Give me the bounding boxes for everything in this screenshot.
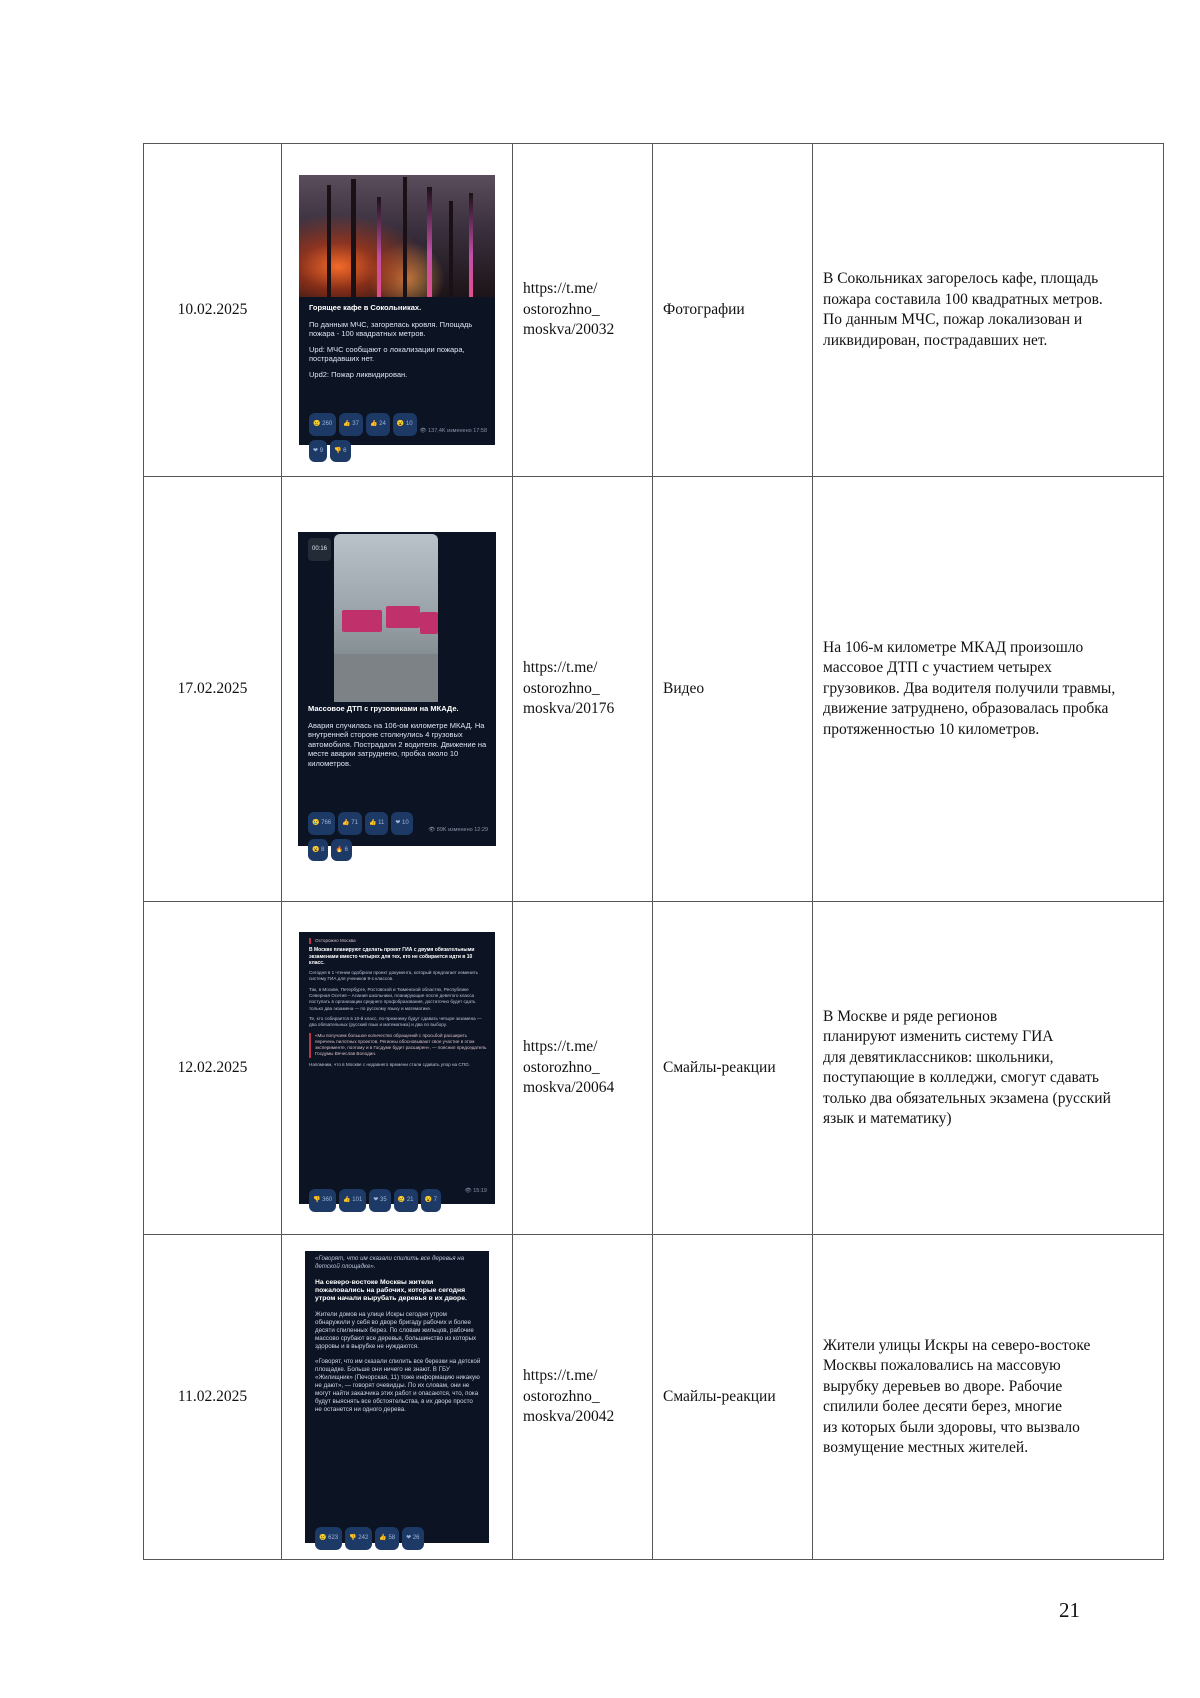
reaction-pill: 🔥 6 [331,839,351,862]
video-frame [334,534,438,702]
page-number: 21 [1059,1598,1080,1622]
reaction-pill: 😢 260 [309,413,336,436]
reactions-bar [309,1189,487,1216]
screenshot-cell [282,144,513,477]
desc-line: Жители улицы Искры на северо-востоке [823,1336,1091,1354]
post-title: В Москве планируют сделать проект ГИА с двумя обязательными экзаменами вместо четырех для тех, кто не собирается идти в 10 класс. [309,947,475,966]
reaction-pill: 😮 10 [393,413,417,436]
desc-line: вырубку деревьев во дворе. Рабочие [823,1377,1063,1395]
post-title: Горящее кафе в Сокольниках. [309,303,422,312]
post-text [315,1255,481,1414]
desc-line: Москвы пожаловались на массовую [823,1357,1061,1374]
reaction-pill: 😢 623 [315,1527,342,1550]
video-duration: 00:16 [308,538,331,561]
post-paragraph: Upd2: Пожар ликвидирован. [309,369,408,379]
post-title: На северо-востоке Москвы жители пожаловались на рабочих, которые сегодня утром начали вырубать деревья в их дворе. [315,1279,467,1302]
post-quote: «Говорят, что им сказали спилить все деревья на детской площадке». [315,1255,465,1270]
post-text [309,938,487,1068]
link-line: ostorozhno_ [523,300,600,318]
post-caption [309,303,487,385]
reaction-pill: ❤ 26 [402,1527,423,1550]
link-line: https://t.me/ [523,1038,598,1056]
link-line: moskva/20176 [523,700,615,718]
reaction-pill: ❤ 10 [391,812,412,835]
desc-line: На 106-м километре МКАД произошло [823,638,1084,656]
date-cell: 17.02.2025 [144,477,282,902]
post-meta: 👁 137,4K изменено 17:58 [419,427,487,434]
desc-line: планируют изменить систему ГИА [823,1028,1054,1045]
table-row [144,144,1164,477]
link-line: https://t.me/ [523,659,598,677]
table-row [144,1235,1164,1560]
reactions-bar [315,1527,481,1554]
post-quote: «Мы получаем большое количество обращений с просьбой расширить перечень пилотных проектов. Регионы обосновывают свое участие в этом эксперименте, поэтому и в Госдуме будет расширен», — пояснил председатель Госдумы Вячеслав Володин. [309,1033,487,1058]
post-paragraph: Так, в Москве, Петербурге, Ростовской и Тюменской областях, Республике Северная Осетия – Алания школьники, планирующие после девятого класса поступать в организации среднего профобразования, достаточно будет сдать только два экзамена — по русскому языку и математике. [309,986,476,1011]
desc-line: пожара составила 100 квадратных метров. [823,290,1103,308]
post-meta: 👁 89K изменено 12:29 [428,826,488,833]
desc-line: грузовиков. Два водителя получили травмы, [823,679,1116,697]
link-cell [513,1235,653,1560]
table-row [144,902,1164,1235]
post-paragraph: По данным МЧС, загорелась кровля. Площадь пожара - 100 квадратных метров. [309,319,473,338]
link-line: moskva/20064 [523,1079,615,1097]
reaction-pill: 👍 11 [365,812,388,835]
content-table [143,143,1164,1560]
screenshot-cell [282,477,513,902]
desc-line: поступающие в колледжи, смогут сдавать [823,1069,1099,1086]
desc-line: из которых были здоровы, что вызвало [823,1418,1080,1436]
reaction-pill: 👎 360 [309,1189,336,1212]
type-cell: Видео [653,477,813,902]
link-line: ostorozhno_ [523,1058,600,1076]
desc-line: В Сокольниках загорелось кафе, площадь [823,270,1099,287]
reaction-pill: ❤ 35 [369,1189,390,1212]
post-paragraph: Жители домов на улице Искры сегодня утром обнаружили у себя во дворе бригаду рабочих и более десяти спиленных берез. По словам жильцов, рабочие массово срубают все деревья, большинство из которых здоровы и в вырубке не нуждаются. [315,1311,477,1350]
link-line: https://t.me/ [523,280,598,298]
reaction-pill: 👍 71 [338,812,362,835]
reaction-pill: 👍 101 [339,1189,366,1212]
reaction-pill: 😢 766 [308,812,335,835]
post-screenshot [298,532,496,853]
desc-line: язык и математику) [823,1110,952,1127]
desc-line: движение затруднено, образовалась пробка [823,700,1109,718]
type-cell: Фотографии [653,144,813,477]
reaction-pill: 👍 37 [339,413,363,436]
link-cell [513,144,653,477]
reply-header: Осторожно Москва [309,938,487,944]
reaction-pill: 😮 7 [421,1189,441,1212]
link-line: ostorozhno_ [523,679,600,697]
link-cell [513,477,653,902]
post-screenshot [299,932,495,1204]
post-paragraph: Напомним, что в Москве с недавнего времени стали сдавать упор на СПО. [309,1061,470,1067]
description-cell [813,1235,1164,1560]
table-row [144,477,1164,902]
post-paragraph: Upd: МЧС сообщают о локализации пожара, пострадавших нет. [309,344,465,363]
desc-line: спилили более десяти берез, многие [823,1398,1062,1415]
description-cell [813,902,1164,1235]
date-cell: 12.02.2025 [144,902,282,1235]
desc-line: В Москве и ряде регионов [823,1007,998,1025]
reaction-pill: 😮 8 [308,839,328,862]
post-title: Массовое ДТП с грузовиками на МКАДе. [308,704,459,713]
screenshot-cell [282,902,513,1235]
reaction-pill: 👎 6 [330,440,350,463]
reaction-pill: 😢 21 [394,1189,418,1212]
fire-photo [299,175,495,297]
reaction-pill: 👍 58 [375,1527,399,1550]
link-line: https://t.me/ [523,1367,598,1385]
desc-line: ликвидирован, пострадавших нет. [823,331,1048,349]
desc-line: возмущение местных жителей. [823,1439,1029,1456]
link-cell [513,902,653,1235]
link-line: ostorozhno_ [523,1387,600,1405]
desc-line: массовое ДТП с участием четырех [823,659,1052,677]
date-cell: 10.02.2025 [144,144,282,477]
date-cell: 11.02.2025 [144,1235,282,1560]
description-cell [813,144,1164,477]
link-line: moskva/20032 [523,321,615,339]
desc-line: По данным МЧС, пожар локализован и [823,311,1083,328]
post-caption [308,704,488,774]
post-screenshot [299,175,495,454]
post-paragraph: Сегодня в 1 чтении одобрили проект документа, который предлагает изменить систему ГИА для учеников 9-х классов. [309,970,479,982]
post-screenshot [305,1251,489,1543]
post-meta: 👁 15:19 [464,1187,487,1194]
screenshot-cell [282,1235,513,1560]
reaction-pill: 👍 24 [366,413,390,436]
post-paragraph: «Говорят, что им сказали спилить все березки на детской площадке. Больше они ничего не знают. В ГБУ «Жилищник» (Печорская, 11) тоже информацию никакую не дают», — говорят очевидцы. По их словам, они не могут найти заказчика этих работ и опасаются, что, пока будут выяснять все обстоятельства, в их дворе просто не останется ни одного дерева. [315,1358,481,1413]
desc-line: для девятиклассников: школьники, [823,1048,1054,1066]
type-cell: Смайлы-реакции [653,902,813,1235]
link-line: moskva/20042 [523,1408,615,1426]
description-cell [813,477,1164,902]
post-paragraph: Авария случилась на 106-ом километре МКАД. На внутренней стороне столкнулись 4 грузовых автомобиля. Пострадали 2 водителя. Движение на месте аварии затруднено, пробка около 10 километров. [308,720,487,768]
reaction-pill: 👎 242 [345,1527,372,1550]
desc-line: только два обязательных экзамена (русский [823,1089,1111,1107]
reaction-pill: ❤ 9 [309,440,327,463]
desc-line: протяженностью 10 километров. [823,720,1040,738]
type-cell: Смайлы-реакции [653,1235,813,1560]
post-paragraph: Те, кто собирается в 10-й класс, по-прежнему будут сдавать четыре экзамена — два обязательных (русский язык и математика) и два по выбору. [309,1015,482,1028]
